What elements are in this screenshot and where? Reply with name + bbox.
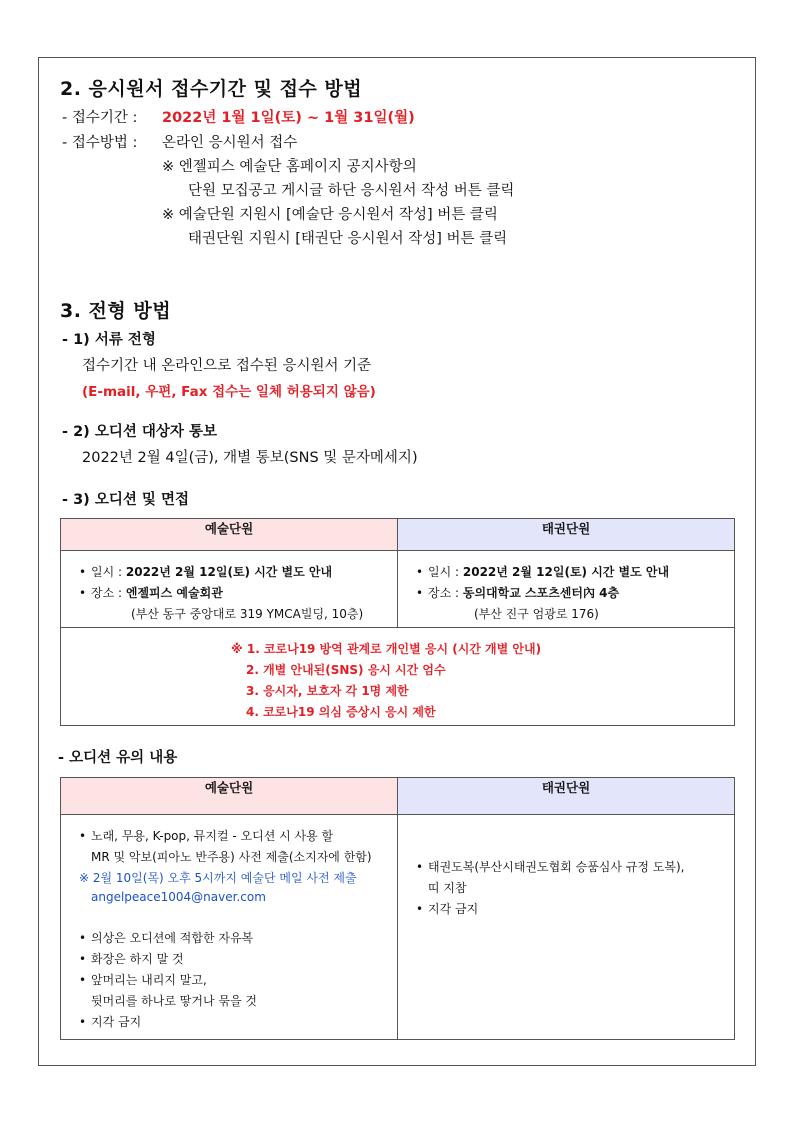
period-value: 2022년 1월 1일(토) ~ 1월 31일(월) [162, 110, 415, 126]
audition-art-cell [61, 551, 398, 628]
art-item5: • 지각 금지 [79, 1015, 142, 1029]
bullet-icon: • [79, 973, 87, 987]
audition-header-art: 예술단원 [61, 519, 398, 551]
art-item3: • 화장은 하지 말 것 [79, 952, 184, 966]
step1-warning: (E-mail, 우편, Fax 접수는 일체 허용되지 않음) [82, 384, 376, 400]
notice-3: 3. 응시자, 보호자 각 1명 제한 [246, 684, 409, 698]
step2-title: - 2) 오디션 대상자 통보 [62, 424, 217, 440]
bullet-icon: • [416, 565, 424, 579]
step1-title: - 1) 서류 전형 [62, 332, 156, 348]
tkd-place-row [416, 584, 619, 601]
art-item4-line1: • 앞머리는 내리지 말고, [79, 973, 207, 987]
step3-title: - 3) 오디션 및 면접 [62, 492, 189, 508]
period-label: - 접수기간 : [62, 110, 138, 126]
art-date-label: 일시 : [91, 565, 123, 579]
audition-tkd-cell [398, 551, 735, 628]
note1-line1: ※ 엔젤피스 예술단 홈페이지 공지사항의 [162, 159, 417, 175]
tkd-date-value: 2022년 2월 12일(토) 시간 별도 안내 [462, 565, 670, 579]
art-address: (부산 동구 중앙대로 319 YMCA빌딩, 10층) [131, 607, 364, 621]
art-item2: • 의상은 오디션에 적합한 자유복 [79, 931, 254, 945]
bullet-icon: • [79, 565, 87, 579]
bullet-icon: • [79, 829, 87, 843]
note2-line1: ※ 예술단원 지원시 [예술단 응시원서 작성] 버튼 클릭 [162, 207, 498, 223]
bullet-icon: • [416, 860, 424, 874]
note2-line2: 태권단원 지원시 [태권단 응시원서 작성] 버튼 클릭 [188, 231, 508, 247]
method-value: 온라인 응시원서 접수 [162, 135, 298, 151]
tkd-place-label: 장소 : [428, 586, 460, 600]
caution-tkd-cell [398, 815, 735, 1040]
art-item1-line1: • 노래, 무용, K-pop, 뮤지컬 - 오디션 시 사용 할 [79, 829, 334, 843]
art-item4-line2: 뒷머리를 하나로 땋거나 묶을 것 [91, 994, 257, 1008]
step2-text: 2022년 2월 4일(금), 개별 통보(SNS 및 문자메세지) [82, 450, 418, 466]
bullet-icon: • [79, 952, 87, 966]
art-date-row [79, 563, 332, 580]
tkd-date-row [416, 563, 669, 580]
bullet-icon: • [79, 1015, 87, 1029]
art-place-label: 장소 : [91, 586, 123, 600]
caution-table [60, 777, 735, 1040]
notice-1: ※ 1. 코로나19 방역 관계로 개인별 응시 (시간 개별 안내) [231, 642, 542, 656]
audition-notice-cell [61, 628, 735, 726]
art-place-row [79, 584, 223, 601]
art-note-line1: ※ 2월 10일(목) 오후 5시까지 예술단 메일 사전 제출 [79, 871, 357, 885]
caution-title: - 오디션 유의 내용 [58, 750, 178, 766]
art-item1-line2: MR 및 악보(피아노 반주용) 사전 제출(소지자에 한함) [91, 850, 372, 864]
tkd-date-label: 일시 : [428, 565, 460, 579]
caution-header-tkd: 태권단원 [398, 778, 735, 815]
bullet-icon: • [416, 586, 424, 600]
art-place-value: 엔젤피스 예술회관 [125, 586, 223, 600]
note1-line2: 단원 모집공고 게시글 하단 응시원서 작성 버튼 클릭 [188, 183, 515, 199]
step1-text: 접수기간 내 온라인으로 접수된 응시원서 기준 [82, 358, 372, 374]
caution-header-art: 예술단원 [61, 778, 398, 815]
tkd-item2: • 지각 금지 [416, 902, 479, 916]
tkd-item1-line1: • 태권도복(부산시태권도협회 승품심사 규정 도복), [416, 860, 685, 874]
audition-header-tkd: 태권단원 [398, 519, 735, 551]
notice-2: 2. 개별 안내된(SNS) 응시 시간 엄수 [246, 663, 446, 677]
notice-4: 4. 코로나19 의심 증상시 응시 제한 [246, 705, 436, 719]
tkd-address: (부산 진구 엄광로 176) [474, 607, 599, 621]
art-email-link[interactable]: angelpeace1004@naver.com [91, 890, 266, 904]
bullet-icon: • [79, 586, 87, 600]
section2-title: 2. 응시원서 접수기간 및 접수 방법 [60, 78, 363, 100]
bullet-icon: • [79, 931, 87, 945]
caution-art-cell [61, 815, 398, 1040]
audition-table [60, 518, 735, 726]
section3-title: 3. 전형 방법 [60, 300, 172, 322]
tkd-item1-line2: 띠 지참 [428, 881, 467, 895]
method-label: - 접수방법 : [62, 135, 138, 151]
bullet-icon: • [416, 902, 424, 916]
tkd-place-value: 동의대학교 스포츠센터內 4층 [462, 586, 620, 600]
art-date-value: 2022년 2월 12일(토) 시간 별도 안내 [125, 565, 333, 579]
